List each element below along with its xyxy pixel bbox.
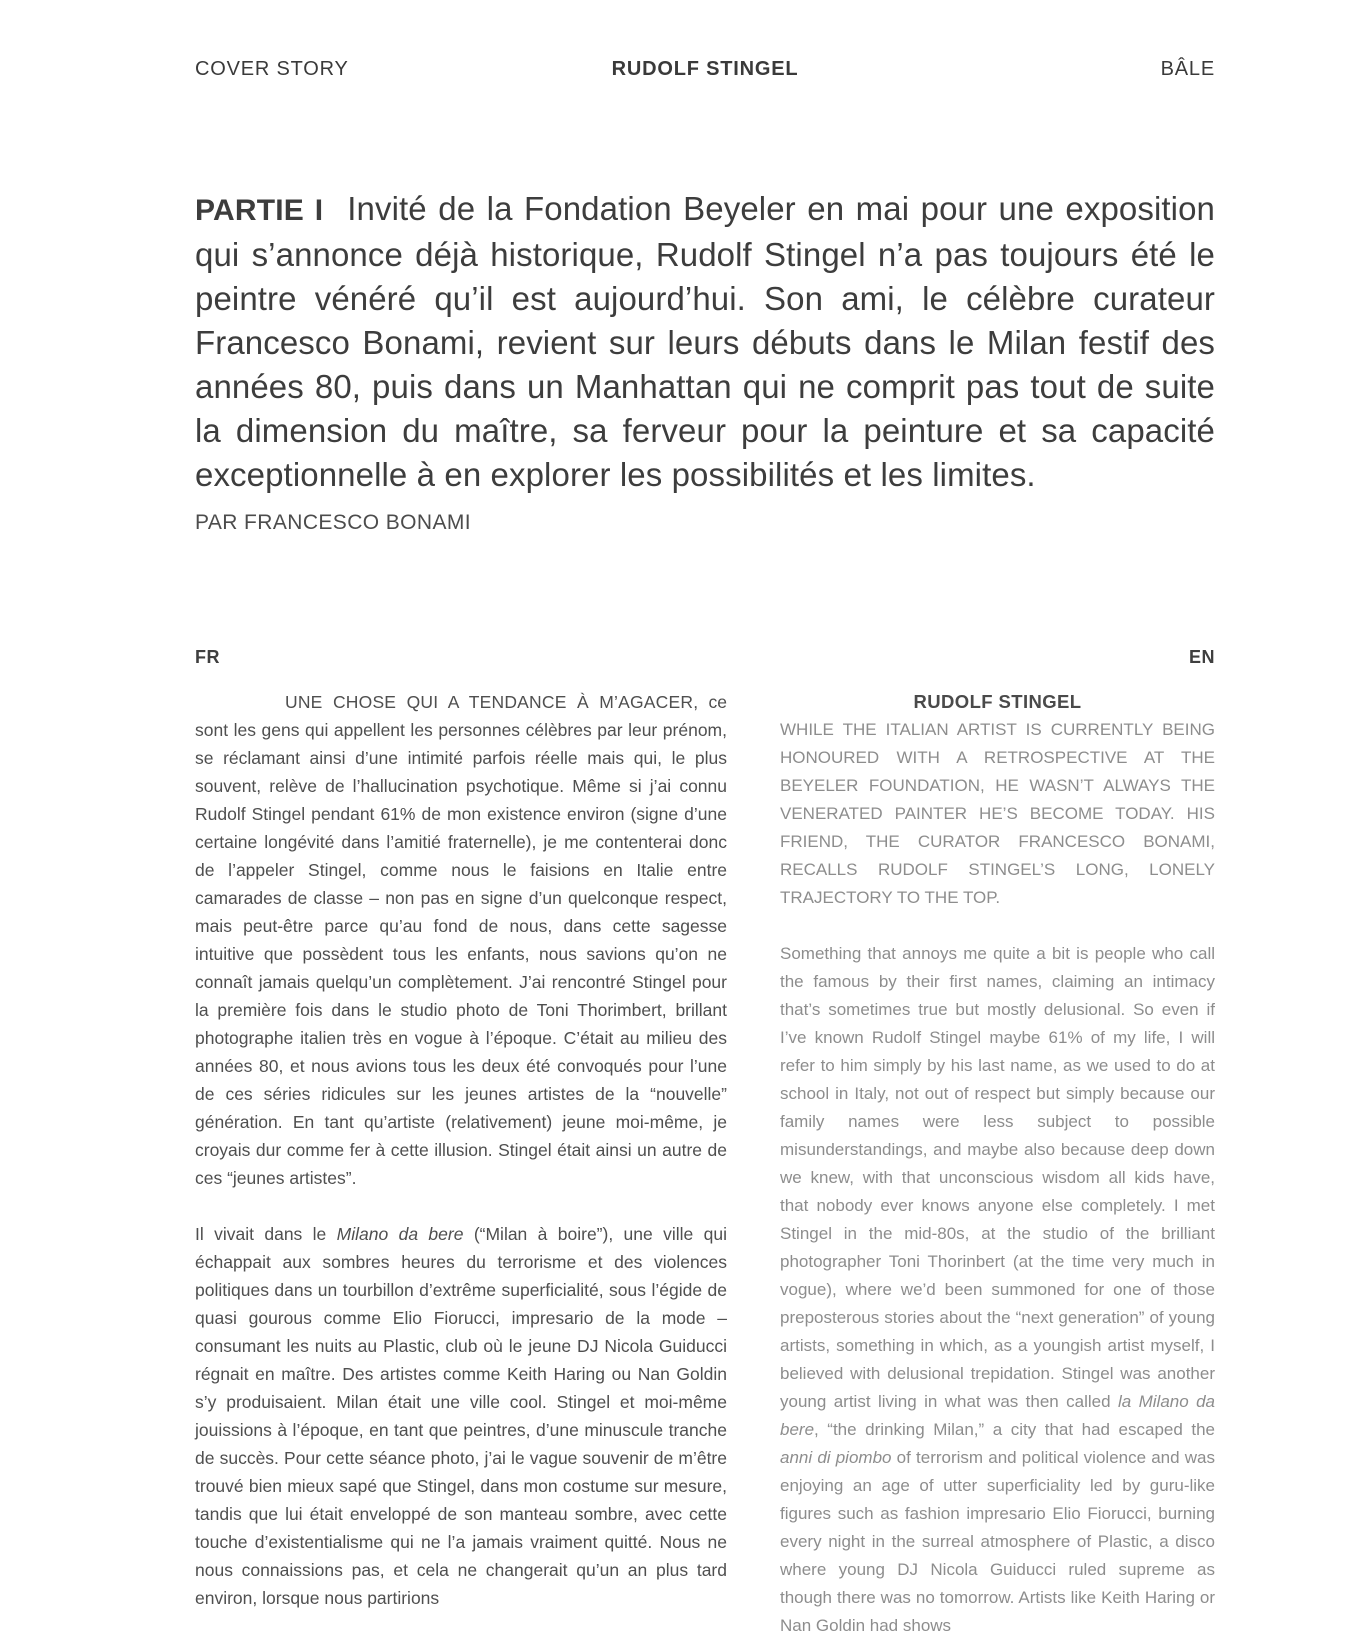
intro-paragraph <box>195 187 1215 497</box>
article-subject-label: RUDOLF STINGEL <box>611 58 799 80</box>
section-label: COVER STORY <box>195 58 349 80</box>
language-label-fr: FR <box>195 647 220 667</box>
french-paragraph-2 <box>195 1220 727 1612</box>
italic-phrase-milano-da-bere: Milano da bere <box>336 1224 464 1244</box>
italic-phrase-la-milano-da-bere: la Milano da bere <box>780 1392 1216 1439</box>
intro-text: Invité de la Fondation Beyeler en mai pour une exposition qui s’annonce déjà historique, Rudolf Stingel n’a pas toujours été le peintre vénéré qu’il est aujourd’hui. Son ami, le célèbre curateur Francesco Bonami, revient sur leurs débuts dans le Milan festif des années 80, puis dans un Manhattan qui ne comprit pas tout de suite la dimension du maître, sa ferveur pour la peinture et sa capacité exceptionnelle à en explorer les possibilités et les limites. <box>195 190 1215 493</box>
byline: PAR FRANCESCO BONAMI <box>195 511 471 534</box>
intro-block <box>195 187 1215 535</box>
french-paragraph-lead: UNE CHOSE QUI A TENDANCE À M’AGACER, <box>285 692 699 712</box>
french-paragraph-2-text-a: Il vivait dans le <box>195 1224 337 1244</box>
french-paragraph-1-text: ce sont les gens qui appellent les personnes célèbres par leur prénom, se réclamant ainsi d’une intimité parfois réelle mais qui, le plus souvent, relève de l’hallucination psychotique. Même si j’ai connu Rudolf Stingel pendant 61% de mon existence environ (signe d’une certaine longévité dans l’amitié fraternelle), je me contenterai donc de l’appeler Stingel, comme nous le faisions en Italie entre camarades de classe – non pas en signe d’un quelconque respect, mais peut-être parce qu’au fond de nous, dans cette sagesse intuitive que possèdent tous les enfants, nous savions qu’on ne connaît jamais quelqu’un complètement. J’ai rencontré Stingel pour la première fois dans le studio photo de Toni Thorimbert, brillant photographe italien très en vogue à l’époque. C’était au milieu des années 80, et nous avions tous les deux été convoqués pour l’une de ces séries ridicules sur les jeunes artistes de la “nouvelle” génération. En tant qu’artiste (relativement) jeune moi-même, je croyais dur comme fer à cette illusion. Stingel était ainsi un autre de ces “jeunes artistes”. <box>195 692 727 1188</box>
english-paragraph-text-c: of terrorism and political violence and was enjoying an age of utter superficiality led by guru-like figures such as fashion impresario Elio Fiorucci, burning every night in the surreal atmosphere of Plastic, a disco where young DJ Nicola Guiducci ruled supreme as though there was no tomorrow. Artists like Keith Haring or Nan Goldin had shows <box>780 1448 1216 1635</box>
part-label: PARTIE I <box>195 194 324 227</box>
english-paragraph-text-b: , “the drinking Milan,” a city that had escaped the <box>814 1420 1215 1439</box>
english-column <box>780 647 1215 1640</box>
location-label: BÂLE <box>1160 58 1215 80</box>
italic-phrase-anni-di-piombo: anni di piombo <box>780 1448 892 1467</box>
english-column-title: RUDOLF STINGEL <box>913 691 1082 712</box>
article-columns <box>195 647 1215 1640</box>
french-column <box>195 647 727 1640</box>
language-label-en: EN <box>1188 647 1215 667</box>
english-paragraph-1 <box>780 940 1215 1640</box>
english-paragraph-text-a: Something that annoys me quite a bit is people who call the famous by their first names, claiming an intimacy that’s sometimes true but mostly delusional. So even if I’ve known Rudolf Stingel maybe 61% of my life, I will refer to him simply by his last name, as we used to do at school in Italy, not out of respect but simply because our family names were less subject to possible misunderstandings, and maybe also because deep down we knew, with that unconscious wisdom all kids have, that nobody ever knows anyone else completely. I met Stingel in the mid-80s, at the studio of the brilliant photographer Toni Thorinbert (at the time very much in vogue), where we’d been summoned for one of those preposterous stories about the “next generation” of young artists, something in which, as a youngish artist myself, I believed with delusional trepidation. Stingel was another young artist living in what was then called <box>780 944 1215 1411</box>
page-header <box>195 58 1215 81</box>
french-paragraph-1 <box>195 688 727 1192</box>
french-paragraph-2-text-b: (“Milan à boire”), une ville qui échappait aux sombres heures du terrorisme et des violences politiques dans un tourbillon d’extrême superficialité, sous l’égide de quasi gourous comme Elio Fiorucci, impresario de la mode – consumant les nuits au Plastic, club où le jeune DJ Nicola Guiducci régnait en maître. Des artistes comme Keith Haring ou Nan Goldin s’y produisaient. Milan était une ville cool. Stingel et moi-même jouissions à l’époque, en tant que peintres, d’une minuscule tranche de succès. Pour cette séance photo, j’ai le vague souvenir de m’être trouvé bien mieux sapé que Stingel, dans mon costume sur mesure, tandis que lui était enveloppé de son manteau sombre, avec cette touche d’existentialisme qui ne l’a jamais vraiment quitté. Nous ne nous connaissions pas, et cela ne changerait qu’un an plus tard environ, lorsque nous partirions <box>195 1224 727 1608</box>
english-standfirst: WHILE THE ITALIAN ARTIST IS CURRENTLY BEING HONOURED WITH A RETROSPECTIVE AT THE BEYELER FOUNDATION, HE WASN’T ALWAYS THE VENERATED PAINTER HE’S BECOME TODAY. HIS FRIEND, THE CURATOR FRANCESCO BONAMI, RECALLS RUDOLF STINGEL’S LONG, LONELY TRAJECTORY TO THE TOP. <box>780 720 1215 907</box>
